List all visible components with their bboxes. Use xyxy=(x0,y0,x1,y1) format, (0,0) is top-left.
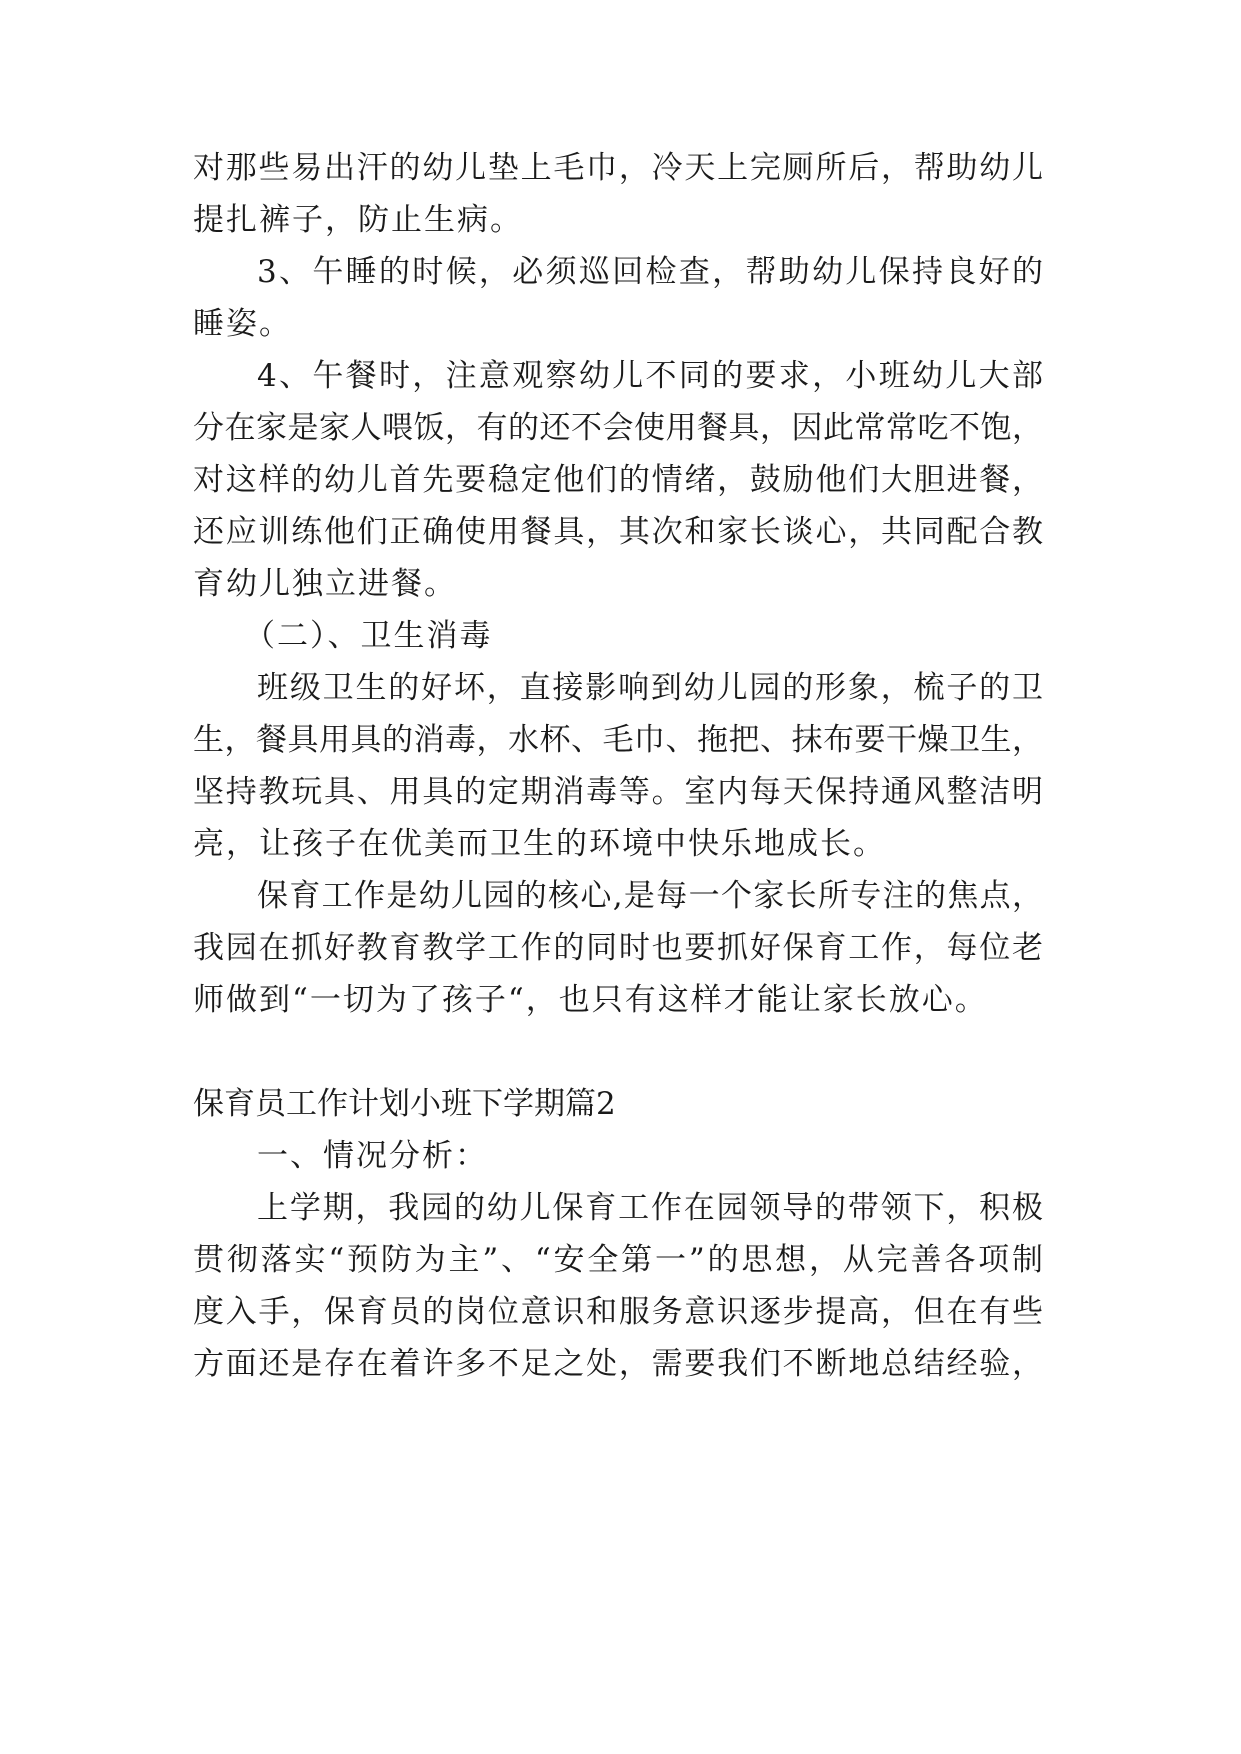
section-heading: 一、情况分析： xyxy=(257,1138,488,1174)
paragraph-line: 育幼儿独立进餐。 xyxy=(193,566,457,602)
paragraph-line: 方面还是存在着许多不足之处，需要我们不断地总结经验， xyxy=(193,1346,1043,1382)
paragraph-line: 师做到“一切为了孩子“，也只有这样才能让家长放心。 xyxy=(193,982,988,1018)
paragraph-line: 上学期，我园的幼儿保育工作在园领导的带领下，积极 xyxy=(257,1190,1043,1226)
paragraph-line: 亮，让孩子在优美而卫生的环境中快乐地成长。 xyxy=(193,826,886,862)
paragraph-line: 贯彻落实“预防为主”、“安全第一”的思想，从完善各项制 xyxy=(193,1242,1043,1278)
paragraph-line: 坚持教玩具、用具的定期消毒等。室内每天保持通风整洁明 xyxy=(193,774,1043,810)
paragraph-line: 对那些易出汗的幼儿垫上毛巾，冷天上完厕所后，帮助幼儿 xyxy=(193,150,1043,186)
paragraph-line: 我园在抓好教育教学工作的同时也要抓好保育工作，每位老 xyxy=(193,930,1043,966)
paragraph-line: 3、午睡的时候，必须巡回检查，帮助幼儿保持良好的 xyxy=(257,254,1043,290)
paragraph-line: 班级卫生的好坏，直接影响到幼儿园的形象，梳子的卫 xyxy=(257,670,1043,706)
paragraph-line: 睡姿。 xyxy=(193,306,292,342)
article-title: 保育员工作计划小班下学期篇2 xyxy=(193,1086,616,1122)
section-heading: （二）、卫生消毒 xyxy=(244,618,493,654)
paragraph-line: 还应训练他们正确使用餐具，其次和家长谈心，共同配合教 xyxy=(193,514,1043,550)
paragraph-line: 生，餐具用具的消毒，水杯、毛巾、拖把、抹布要干燥卫生， xyxy=(193,722,1043,758)
paragraph-line: 4、午餐时，注意观察幼儿不同的要求，小班幼儿大部 xyxy=(257,358,1043,394)
paragraph-line: 对这样的幼儿首先要稳定他们的情绪，鼓励他们大胆进餐， xyxy=(193,462,1043,498)
paragraph-line: 保育工作是幼儿园的核心,是每一个家长所专注的焦点， xyxy=(257,878,1043,914)
paragraph-line: 分在家是家人喂饭，有的还不会使用餐具，因此常常吃不饱， xyxy=(193,410,1043,446)
paragraph-line: 度入手，保育员的岗位意识和服务意识逐步提高，但在有些 xyxy=(193,1294,1043,1330)
paragraph-line: 提扎裤子，防止生病。 xyxy=(193,202,523,238)
